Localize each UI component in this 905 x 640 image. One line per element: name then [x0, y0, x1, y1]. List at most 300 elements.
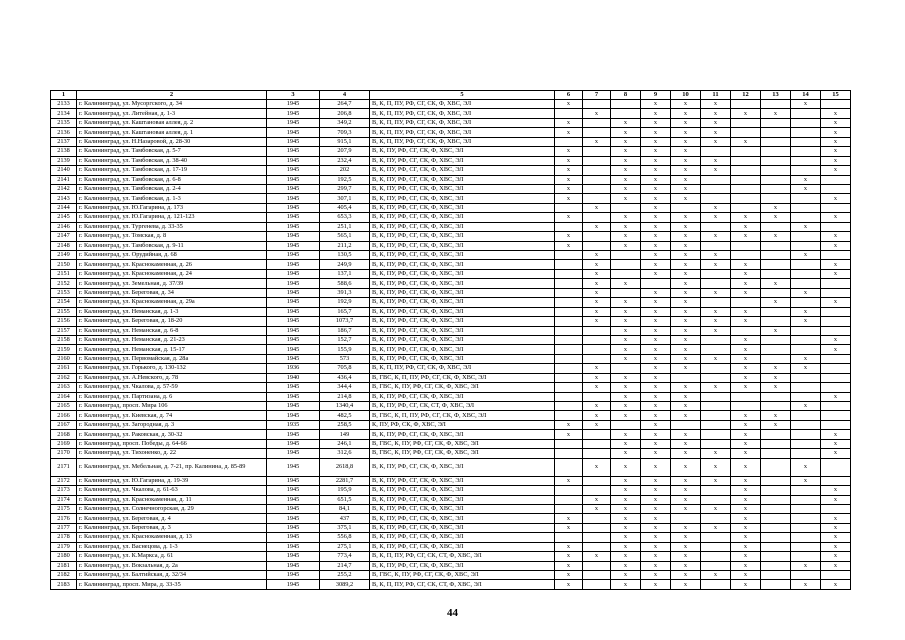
mark-cell [701, 345, 731, 354]
mark-cell: x [671, 486, 701, 495]
mark-cell [583, 335, 611, 344]
year-built-cell: 1945 [267, 439, 320, 448]
mark-cell: x [731, 288, 761, 297]
mark-cell: x [641, 335, 671, 344]
building-elements-cell: В, К, ПУ, РФ, СГ, СК, Ф, ХВС, ЭЛ [370, 458, 555, 476]
table-row [51, 373, 851, 382]
mark-cell: x [731, 373, 761, 382]
mark-cell [555, 335, 583, 344]
mark-cell [701, 184, 731, 193]
mark-cell: x [641, 533, 671, 542]
mark-cell: x [583, 260, 611, 269]
column-header: 6 [555, 91, 583, 100]
mark-cell [701, 402, 731, 411]
mark-cell [791, 335, 821, 344]
address-cell: г. Калининград, ул. Береговая, д. 34 [77, 288, 267, 297]
area-cell: 155,9 [320, 345, 370, 354]
mark-cell: x [611, 542, 641, 551]
mark-cell [671, 373, 701, 382]
table-row [51, 364, 851, 373]
mark-cell: x [761, 373, 791, 382]
mark-cell: x [701, 476, 731, 485]
mark-cell: x [611, 184, 641, 193]
mark-cell [583, 232, 611, 241]
mark-cell: x [731, 486, 761, 495]
year-built-cell: 1945 [267, 486, 320, 495]
mark-cell: x [761, 383, 791, 392]
mark-cell [821, 571, 851, 580]
mark-cell [611, 269, 641, 278]
year-built-cell: 1945 [267, 241, 320, 250]
building-elements-cell: В, К, ПУ, РФ, СГ, СК, Ф, ХВС, ЭЛ [370, 203, 555, 212]
mark-cell: x [671, 552, 701, 561]
mark-cell: x [731, 495, 761, 504]
year-built-cell: 1945 [267, 430, 320, 439]
table-row [51, 203, 851, 212]
mark-cell [791, 514, 821, 523]
mark-cell [791, 260, 821, 269]
row-number-cell: 2139 [51, 156, 77, 165]
address-cell: г. Калининград, ул. А.Невского, д. 78 [77, 373, 267, 382]
table-row [51, 147, 851, 156]
mark-cell [821, 402, 851, 411]
mark-cell [555, 439, 583, 448]
mark-cell: x [671, 109, 701, 118]
mark-cell: x [671, 137, 701, 146]
mark-cell: x [555, 156, 583, 165]
building-elements-cell: В, К, ПУ, РФ, СГ, СК, Ф, ХВС, ЭЛ [370, 222, 555, 231]
area-cell: 307,1 [320, 194, 370, 203]
column-header: 13 [761, 91, 791, 100]
building-elements-cell: В, К, ПУ, РФ, СГ, СК, Ф, ХВС, ЭЛ [370, 147, 555, 156]
mark-cell [791, 241, 821, 250]
mark-cell [761, 523, 791, 532]
address-cell: г. Калининград, ул. Литейная, д. 1-3 [77, 109, 267, 118]
year-built-cell: 1945 [267, 222, 320, 231]
mark-cell: x [611, 476, 641, 485]
row-number-cell: 2169 [51, 439, 77, 448]
building-elements-cell: В, ГВС, К, ПУ, РФ, СГ, СК, Ф, ХВС, ЭЛ [370, 571, 555, 580]
mark-cell: x [555, 213, 583, 222]
address-cell: г. Калининград, ул. Тамбовская, д. 2-4 [77, 184, 267, 193]
mark-cell [583, 184, 611, 193]
mark-cell [731, 118, 761, 127]
mark-cell [791, 373, 821, 382]
column-header: 11 [701, 91, 731, 100]
mark-cell [701, 411, 731, 420]
mark-cell: x [701, 458, 731, 476]
mark-cell [761, 128, 791, 137]
area-cell: 246,1 [320, 439, 370, 448]
mark-cell: x [641, 411, 671, 420]
building-elements-cell: В, К, П, ПУ, РФ, СГ, СК, Ф, ХВС, ЭЛ [370, 109, 555, 118]
mark-cell [555, 533, 583, 542]
mark-cell: x [821, 561, 851, 570]
column-header: 8 [611, 91, 641, 100]
mark-cell [761, 430, 791, 439]
mark-cell: x [761, 279, 791, 288]
building-elements-cell: В, К, П, ПУ, РФ, СГ, СК, Ф, ХВС, ЭЛ [370, 137, 555, 146]
column-header: 14 [791, 91, 821, 100]
mark-cell: x [821, 533, 851, 542]
mark-cell [555, 109, 583, 118]
building-elements-cell: В, К, П, ПУ, РФ, СГ, СК, Ф, ХВС, ЭЛ [370, 128, 555, 137]
mark-cell: x [671, 184, 701, 193]
mark-cell: x [791, 561, 821, 570]
building-elements-cell: В, К, ПУ, РФ, СГ, СК, Ф, ХВС, ЭЛ [370, 260, 555, 269]
mark-cell: x [821, 580, 851, 589]
mark-cell: x [641, 458, 671, 476]
mark-cell [761, 137, 791, 146]
mark-cell: x [641, 514, 671, 523]
mark-cell [791, 504, 821, 513]
mark-cell: x [555, 523, 583, 532]
mark-cell: x [641, 203, 671, 212]
table-row [51, 298, 851, 307]
mark-cell: x [583, 307, 611, 316]
mark-cell: x [731, 317, 761, 326]
mark-cell: x [701, 260, 731, 269]
mark-cell: x [611, 571, 641, 580]
mark-cell: x [671, 260, 701, 269]
address-cell: г. Калининград, ул. Тамбовская, д. 17-19 [77, 166, 267, 175]
building-elements-cell: В, К, ПУ, РФ, СГ, СК, Ф, ХВС, ЭЛ [370, 476, 555, 485]
year-built-cell: 1945 [267, 137, 320, 146]
mark-cell: x [555, 476, 583, 485]
area-cell: 391,3 [320, 288, 370, 297]
row-number-cell: 2146 [51, 222, 77, 231]
mark-cell: x [821, 449, 851, 458]
mark-cell: x [641, 392, 671, 401]
address-cell: г. Калининград, ул. Тургенева, д. 33-35 [77, 222, 267, 231]
row-number-cell: 2168 [51, 430, 77, 439]
mark-cell: x [671, 571, 701, 580]
mark-cell: x [791, 458, 821, 476]
building-elements-cell: В, К, ПУ, РФ, СГ, СК, Ф, ХВС, ЭЛ [370, 307, 555, 316]
mark-cell [791, 156, 821, 165]
mark-cell: x [731, 420, 761, 429]
mark-cell: x [611, 430, 641, 439]
mark-cell: x [583, 383, 611, 392]
building-elements-cell: В, К, ПУ, РФ, СГ, СК, СТ, Ф, ХВС, ЭЛ [370, 402, 555, 411]
table-row [51, 137, 851, 146]
row-number-cell: 2157 [51, 326, 77, 335]
table-row [51, 449, 851, 458]
mark-cell: x [641, 307, 671, 316]
table-row [51, 326, 851, 335]
building-elements-cell: К, ПУ, РФ, СК, Ф, ХВС, ЭЛ [370, 420, 555, 429]
mark-cell: x [641, 345, 671, 354]
mark-cell: x [701, 449, 731, 458]
table-row [51, 241, 851, 250]
mark-cell: x [671, 458, 701, 476]
mark-cell: x [701, 307, 731, 316]
year-built-cell: 1936 [267, 364, 320, 373]
mark-cell: x [671, 364, 701, 373]
building-elements-cell: В, К, ПУ, РФ, СГ, СК, Ф, ХВС, ЭЛ [370, 504, 555, 513]
row-number-cell: 2174 [51, 495, 77, 504]
mark-cell [555, 392, 583, 401]
area-cell: 84,1 [320, 504, 370, 513]
mark-cell [761, 335, 791, 344]
mark-cell [821, 279, 851, 288]
mark-cell: x [641, 269, 671, 278]
mark-cell: x [671, 411, 701, 420]
area-cell: 214,8 [320, 392, 370, 401]
mark-cell: x [701, 326, 731, 335]
mark-cell: x [611, 156, 641, 165]
mark-cell: x [821, 232, 851, 241]
mark-cell: x [583, 411, 611, 420]
mark-cell [821, 354, 851, 363]
mark-cell [731, 147, 761, 156]
mark-cell: x [731, 580, 761, 589]
mark-cell [791, 495, 821, 504]
building-elements-cell: В, К, ПУ, РФ, СГ, СК, Ф, ХВС, ЭЛ [370, 288, 555, 297]
mark-cell: x [583, 364, 611, 373]
mark-cell [731, 203, 761, 212]
mark-cell [611, 100, 641, 109]
mark-cell: x [671, 175, 701, 184]
table-row [51, 166, 851, 175]
mark-cell [701, 147, 731, 156]
area-cell: 556,8 [320, 533, 370, 542]
mark-cell: x [611, 326, 641, 335]
mark-cell: x [671, 251, 701, 260]
table-row [51, 100, 851, 109]
mark-cell: x [701, 251, 731, 260]
column-header: 3 [267, 91, 320, 100]
address-cell: г. Калининград, ул. Загородная, д. 3 [77, 420, 267, 429]
mark-cell: x [821, 495, 851, 504]
mark-cell [791, 137, 821, 146]
address-cell: г. Калининград, ул. Тамбовская, д. 38-40 [77, 156, 267, 165]
mark-cell: x [611, 213, 641, 222]
area-cell: 186,7 [320, 326, 370, 335]
mark-cell: x [611, 458, 641, 476]
row-number-cell: 2160 [51, 354, 77, 363]
mark-cell: x [641, 571, 671, 580]
mark-cell [555, 495, 583, 504]
mark-cell [555, 364, 583, 373]
column-header: 15 [821, 91, 851, 100]
area-cell: 264,7 [320, 100, 370, 109]
address-cell: г. Калининград, ул. Чкалова, д. 61-63 [77, 486, 267, 495]
year-built-cell: 1935 [267, 420, 320, 429]
mark-cell: x [641, 580, 671, 589]
mark-cell: x [611, 298, 641, 307]
table-row [51, 194, 851, 203]
mark-cell [761, 354, 791, 363]
mark-cell [821, 203, 851, 212]
mark-cell [583, 128, 611, 137]
building-elements-cell: В, К, ПУ, РФ, СГ, СК, Ф, ХВС, ЭЛ [370, 317, 555, 326]
mark-cell: x [641, 504, 671, 513]
mark-cell: x [671, 298, 701, 307]
building-elements-cell: В, К, ПУ, РФ, СГ, СК, Ф, ХВС, ЭЛ [370, 514, 555, 523]
year-built-cell: 1945 [267, 279, 320, 288]
mark-cell [555, 486, 583, 495]
year-built-cell: 1945 [267, 317, 320, 326]
mark-cell: x [731, 232, 761, 241]
mark-cell [555, 307, 583, 316]
mark-cell [701, 552, 731, 561]
mark-cell [791, 430, 821, 439]
mark-cell [791, 298, 821, 307]
mark-cell [701, 439, 731, 448]
mark-cell: x [641, 109, 671, 118]
year-built-cell: 1945 [267, 128, 320, 137]
address-cell: г. Калининград, ул. Неманская, д. 6-8 [77, 326, 267, 335]
building-elements-cell: В, К, П, ПУ, РФ, СГ, СК, Ф, ХВС, ЭЛ [370, 364, 555, 373]
area-cell: 3089,2 [320, 580, 370, 589]
mark-cell [761, 449, 791, 458]
mark-cell: x [821, 260, 851, 269]
row-number-cell: 2181 [51, 561, 77, 570]
mark-cell: x [641, 194, 671, 203]
mark-cell [701, 194, 731, 203]
mark-cell: x [555, 420, 583, 429]
mark-cell [555, 269, 583, 278]
mark-cell [583, 175, 611, 184]
mark-cell: x [791, 175, 821, 184]
row-number-cell: 2138 [51, 147, 77, 156]
document-table-container [50, 90, 850, 590]
row-number-cell: 2136 [51, 128, 77, 137]
mark-cell: x [701, 109, 731, 118]
year-built-cell: 1940 [267, 373, 320, 382]
mark-cell [791, 326, 821, 335]
table-row [51, 307, 851, 316]
row-number-cell: 2155 [51, 307, 77, 316]
year-built-cell: 1945 [267, 175, 320, 184]
mark-cell: x [641, 232, 671, 241]
year-built-cell: 1945 [267, 269, 320, 278]
mark-cell: x [671, 166, 701, 175]
mark-cell [701, 561, 731, 570]
area-cell: 275,1 [320, 542, 370, 551]
year-built-cell: 1945 [267, 533, 320, 542]
mark-cell [821, 411, 851, 420]
building-elements-cell: В, К, ПУ, РФ, СГ, СК, Ф, ХВС, ЭЛ [370, 495, 555, 504]
area-cell: 152,7 [320, 335, 370, 344]
address-cell: г. Калининград, ул. Краснокаменная, д. 29а [77, 298, 267, 307]
address-cell: г. Калининград, ул. Каштановая аллея, д. 1 [77, 128, 267, 137]
table-row [51, 279, 851, 288]
year-built-cell: 1945 [267, 392, 320, 401]
mark-cell [821, 100, 851, 109]
mark-cell [583, 486, 611, 495]
mark-cell: x [731, 364, 761, 373]
mark-cell [701, 486, 731, 495]
mark-cell: x [671, 476, 701, 485]
year-built-cell: 1945 [267, 109, 320, 118]
area-cell: 251,1 [320, 222, 370, 231]
table-row [51, 232, 851, 241]
mark-cell [761, 241, 791, 250]
mark-cell: x [701, 137, 731, 146]
mark-cell [731, 194, 761, 203]
area-cell: 232,4 [320, 156, 370, 165]
address-cell: г. Калининград, ул. Васнецова, д. 1-3 [77, 542, 267, 551]
area-cell: 255,2 [320, 571, 370, 580]
address-cell: г. Калининград, ул. Партизана, д. 6 [77, 392, 267, 401]
address-cell: г. Калининград, ул. Вокзальная, д. 2а [77, 561, 267, 570]
row-number-cell: 2147 [51, 232, 77, 241]
mark-cell: x [701, 118, 731, 127]
table-row [51, 402, 851, 411]
mark-cell [731, 100, 761, 109]
mark-cell [761, 542, 791, 551]
mark-cell [791, 109, 821, 118]
mark-cell [761, 504, 791, 513]
mark-cell [821, 420, 851, 429]
mark-cell: x [641, 147, 671, 156]
mark-cell: x [701, 383, 731, 392]
building-elements-cell: В, К, ПУ, РФ, СГ, СК, Ф, ХВС, ЭЛ [370, 335, 555, 344]
mark-cell: x [611, 402, 641, 411]
mark-cell: x [671, 128, 701, 137]
building-elements-cell: В, ГВС, К, П, ПУ, РФ, СГ, СК, Ф, ХВС, ЭЛ [370, 411, 555, 420]
mark-cell [701, 175, 731, 184]
mark-cell: x [611, 222, 641, 231]
mark-cell [761, 533, 791, 542]
mark-cell: x [671, 542, 701, 551]
building-elements-cell: В, К, ПУ, РФ, СГ, СК, Ф, ХВС, ЭЛ [370, 194, 555, 203]
row-number-cell: 2153 [51, 288, 77, 297]
mark-cell: x [701, 523, 731, 532]
mark-cell: x [701, 504, 731, 513]
mark-cell [791, 213, 821, 222]
mark-cell: x [731, 345, 761, 354]
mark-cell [555, 260, 583, 269]
mark-cell [555, 222, 583, 231]
year-built-cell: 1945 [267, 580, 320, 589]
mark-cell: x [731, 383, 761, 392]
area-cell: 207,9 [320, 147, 370, 156]
mark-cell [555, 383, 583, 392]
mark-cell: x [641, 156, 671, 165]
mark-cell [555, 203, 583, 212]
mark-cell: x [555, 552, 583, 561]
table-row [51, 269, 851, 278]
mark-cell: x [583, 495, 611, 504]
mark-cell: x [761, 109, 791, 118]
mark-cell [761, 514, 791, 523]
mark-cell: x [555, 241, 583, 250]
mark-cell [761, 476, 791, 485]
year-built-cell: 1945 [267, 552, 320, 561]
mark-cell [611, 109, 641, 118]
mark-cell: x [731, 354, 761, 363]
mark-cell: x [583, 137, 611, 146]
row-number-cell: 2173 [51, 486, 77, 495]
address-cell: г. Калининград, ул. Н.Назаровой, д. 28-30 [77, 137, 267, 146]
mark-cell: x [641, 383, 671, 392]
area-cell: 137,1 [320, 269, 370, 278]
mark-cell: x [611, 345, 641, 354]
row-number-cell: 2133 [51, 100, 77, 109]
mark-cell [821, 383, 851, 392]
table-row [51, 542, 851, 551]
mark-cell: x [671, 495, 701, 504]
table-row [51, 335, 851, 344]
table-row [51, 411, 851, 420]
mark-cell: x [791, 100, 821, 109]
building-elements-cell: В, К, ПУ, РФ, СГ, СК, Ф, ХВС, ЭЛ [370, 213, 555, 222]
building-elements-cell: В, К, ПУ, РФ, СГ, СК, Ф, ХВС, ЭЛ [370, 175, 555, 184]
mark-cell: x [555, 542, 583, 551]
